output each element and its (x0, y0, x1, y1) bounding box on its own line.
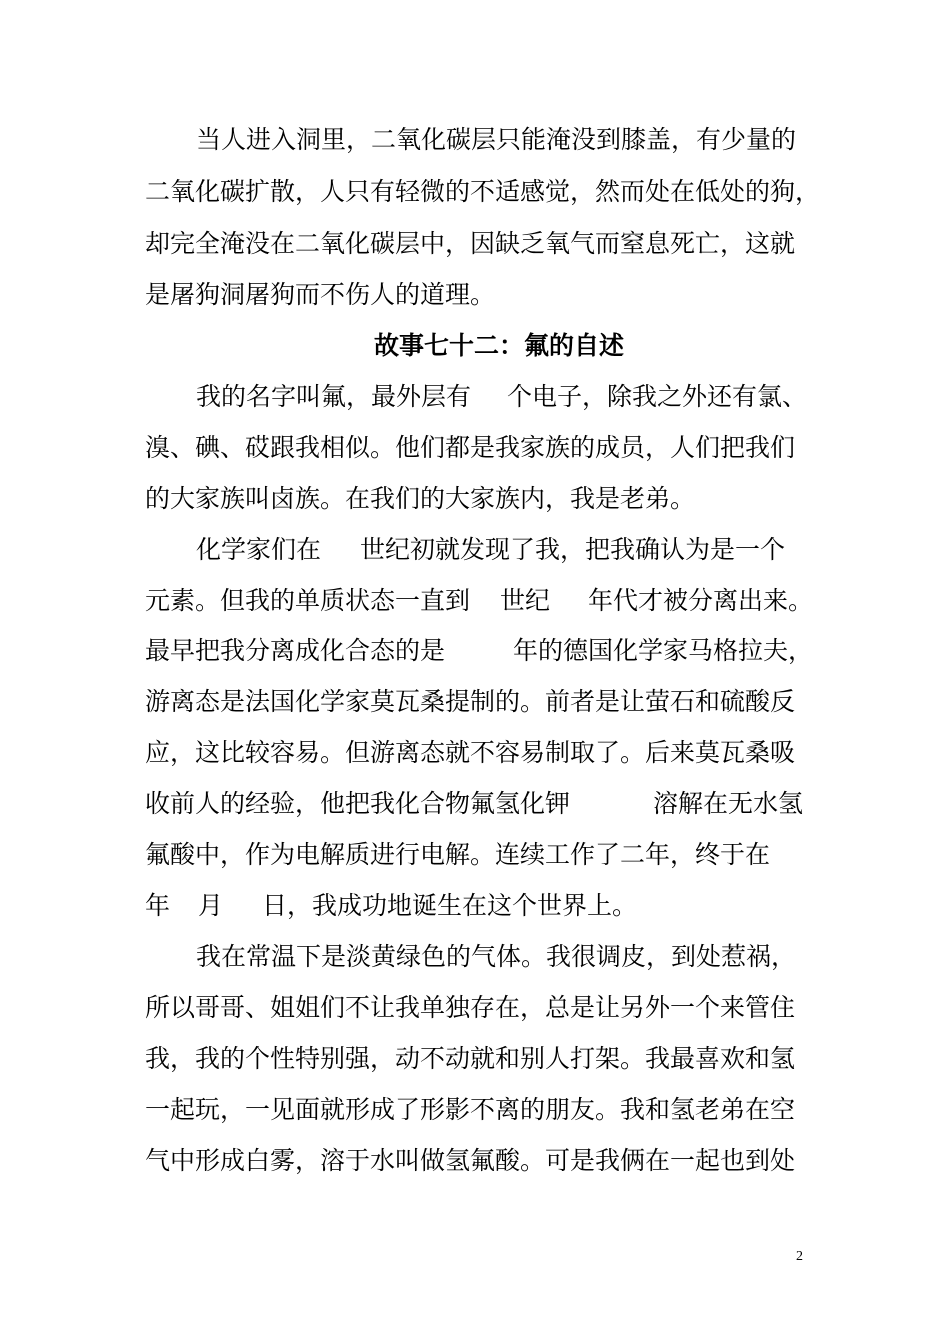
paragraph-line (0, 625, 950, 677)
text-segment: 溶解在无水氢 (653, 789, 804, 818)
text-segment: 我在常温下是淡黄绿色的气体。我很调皮，到处惹祸， (196, 942, 797, 971)
paragraph-line (0, 676, 950, 728)
paragraph-line (0, 114, 950, 166)
paragraph-line (0, 931, 950, 983)
paragraph-line (0, 166, 950, 218)
text-segment: 我的名字叫氟，最外层有 (196, 382, 472, 411)
text-segment: 世纪初就发现了我，把我确认为是一个 (360, 535, 786, 564)
paragraph-line (0, 422, 950, 474)
text-segment: 年代才被分离出来。 (588, 586, 814, 615)
text-segment: 溴、碘、砹跟我相似。他们都是我家族的成员，人们把我们 (145, 433, 796, 462)
text-segment: 二氧化碳扩散，人只有轻微的不适感觉，然而处在低处的狗， (145, 177, 821, 206)
text-segment: 日，我成功地诞生在这个世界上。 (262, 891, 638, 920)
text-segment: 所以哥哥、姐姐们不让我单独存在，总是让另外一个来管住 (145, 993, 796, 1022)
paragraph-line (0, 1033, 950, 1085)
paragraph-line (0, 880, 950, 932)
paragraph-line (0, 473, 950, 525)
paragraph-line (0, 371, 950, 423)
text-segment: 世纪 (500, 586, 551, 615)
paragraph-line (0, 982, 950, 1034)
paragraph-line (0, 524, 950, 576)
paragraph-line (0, 575, 950, 627)
text-segment: 我，我的个性特别强，动不动就和别人打架。我最喜欢和氢 (145, 1044, 796, 1073)
section-title (0, 320, 950, 372)
page-number: 2 (796, 1249, 803, 1264)
text-segment: 应，这比较容易。但游离态就不容易制取了。后来莫瓦桑吸 (145, 738, 796, 767)
text-segment: 却完全淹没在二氧化碳层中，因缺乏氧气而窒息死亡，这就 (145, 229, 796, 258)
paragraph-line (0, 1135, 950, 1187)
section-title-text: 故事七十二：氟的自述 (374, 331, 625, 360)
text-segment: 氟酸中，作为电解质进行电解。连续工作了二年，终于在 (145, 840, 771, 869)
paragraph-line (0, 1084, 950, 1136)
text-segment: 个电子，除我之外还有氯、 (507, 382, 808, 411)
text-segment: 气中形成白雾，溶于水叫做氢氟酸。可是我俩在一起也到处 (145, 1146, 796, 1175)
text-segment: 月 (198, 891, 224, 920)
text-segment: 最早把我分离成化合态的是 (145, 636, 446, 665)
text-segment: 当人进入洞里，二氧化碳层只能淹没到膝盖，有少量的 (196, 125, 797, 154)
text-segment: 游离态是法国化学家莫瓦桑提制的。前者是让萤石和硫酸反 (145, 687, 796, 716)
paragraph-line (0, 727, 950, 779)
paragraph-line (0, 829, 950, 881)
text-segment: 一起玩，一见面就形成了形影不离的朋友。我和氢老弟在空 (145, 1095, 796, 1124)
text-segment: 收前人的经验，他把我化合物氟氢化钾 (145, 789, 571, 818)
paragraph-line (0, 269, 950, 321)
paragraph-line (0, 218, 950, 270)
text-segment: 年的德国化学家马格拉夫， (513, 636, 814, 665)
text-segment: 是屠狗洞屠狗而不伤人的道理。 (145, 280, 496, 309)
paragraph-line (0, 778, 950, 830)
text-segment: 年 (145, 891, 171, 920)
text-segment: 的大家族叫卤族。在我们的大家族内，我是老弟。 (145, 484, 696, 513)
text-segment: 元素。但我的单质状态一直到 (145, 586, 471, 615)
text-segment: 化学家们在 (196, 535, 322, 564)
